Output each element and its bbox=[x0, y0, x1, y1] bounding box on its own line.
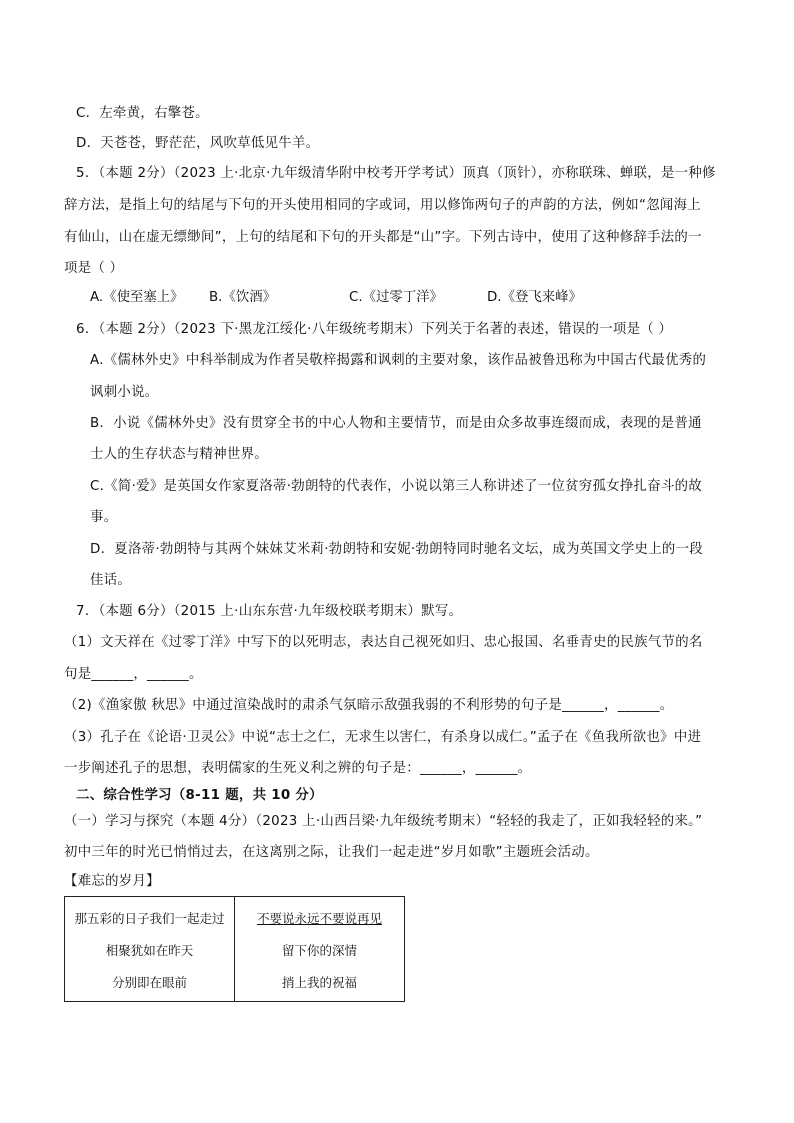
lyrics-right-line-1: 不要说永远不要说再见 bbox=[256, 911, 382, 926]
q6-option-b-1: B．小说《儒林外史》没有贯穿全书的中心人物和主要情节，而是由众多故事连缀而成，表现的是普通 bbox=[90, 416, 702, 431]
lyrics-left-cell bbox=[65, 897, 235, 1002]
q5-line-3: 有仙山，山在虚无缥缈间”，上句的结尾和下句的开头都是“山”字。下列古诗中，使用了这种修辞手法的一 bbox=[64, 230, 702, 245]
q6-option-b-2: 士人的生存状态与精神世界。 bbox=[90, 447, 268, 462]
memorable-years-heading: 【难忘的岁月】 bbox=[64, 874, 160, 889]
q7-sub2: （2)《渔家傲 秋思》中通过渲染战时的肃杀气氛暗示敌强我弱的不利形势的句子是______，______。 bbox=[64, 698, 674, 713]
q7-line-1: 7．（本题 6分）（2015 上·山东东营·九年级校联考期末）默写。 bbox=[76, 604, 463, 619]
lyrics-left-line-3: 分别即在眼前 bbox=[111, 975, 187, 990]
q5-option-a: A.《使至塞上》 bbox=[90, 290, 184, 305]
q6-option-c-1: C.《简·爱》是英国女作家夏洛蒂·勃朗特的代表作，小说以第三人称讲述了一位贫穷孤女挣扎奋斗的故 bbox=[90, 479, 703, 494]
q5-option-b: B.《饮酒》 bbox=[209, 290, 277, 305]
q7-sub1-line-2: 句是______，______。 bbox=[64, 667, 203, 682]
q7-sub3-line-2: 一步阐述孔子的思想，表明儒家的生死义利之辨的句子是：______，______。 bbox=[64, 761, 532, 776]
q6-option-a-2: 讽刺小说。 bbox=[90, 385, 159, 400]
section-2-part1-line-2: 初中三年的时光已悄悄过去，在这离别之际，让我们一起走进“岁月如歌”主题班会活动。 bbox=[64, 845, 599, 860]
q7-sub3-line-1: （3）孔子在《论语·卫灵公》中说“志士之仁，无求生以害仁，有杀身以成仁。”孟子在《鱼我所欲也》中进 bbox=[64, 730, 702, 745]
option-d: D．天苍苍，野茫茫，风吹草低见牛羊。 bbox=[76, 136, 320, 151]
q7-sub1-line-1: （1）文天祥在《过零丁洋》中写下的以死明志，表达自己视死如归、忠心报国、名垂青史的民族气节的名 bbox=[64, 635, 703, 650]
q6-option-d-1: D．夏洛蒂·勃朗特与其两个妹妹艾米莉·勃朗特和安妮·勃朗特同时驰名文坛，成为英国文学史上的一段 bbox=[90, 542, 703, 557]
q5-option-d: D.《登飞来峰》 bbox=[487, 290, 582, 305]
lyrics-left-line-2: 相聚犹如在昨天 bbox=[105, 943, 194, 958]
q6-option-a-1: A.《儒林外史》中科举制成为作者吴敬梓揭露和讽刺的主要对象，该作品被鲁迅称为中国古代最优秀的 bbox=[90, 353, 707, 368]
lyrics-right-cell bbox=[235, 897, 405, 1002]
q5-line-1: 5．（本题 2分）（2023 上·北京·九年级清华附中校考开学考试）顶真（顶针），亦称联珠、蝉联，是一种修 bbox=[76, 166, 716, 181]
section-2-part1-line-1: （一）学习与探究（本题 4分）（2023 上·山西吕梁·九年级统考期末）“轻轻的我走了，正如我轻轻的来。” bbox=[64, 814, 703, 829]
lyrics-table bbox=[64, 896, 405, 1002]
lyrics-right-line-3: 捎上我的祝福 bbox=[281, 975, 357, 990]
q5-line-4: 项是（ ） bbox=[64, 261, 124, 276]
lyrics-right-line-2: 留下你的深情 bbox=[281, 943, 357, 958]
q6-option-d-2: 佳话。 bbox=[90, 573, 132, 588]
q6-option-c-2: 事。 bbox=[90, 510, 118, 525]
q5-line-2: 辞方法，是指上句的结尾与下句的开头使用相同的字或词，用以修饰两句子的声韵的方法，例如“忽闻海上 bbox=[64, 198, 702, 213]
section-2-heading: 二、综合性学习（8-11 题，共 10 分） bbox=[76, 788, 323, 803]
q5-option-c: C.《过零丁洋》 bbox=[349, 290, 443, 305]
q6-line-1: 6．（本题 2分）（2023 下·黑龙江绥化·八年级统考期末）下列关于名著的表述，错误的一项是（ ） bbox=[76, 322, 673, 337]
option-c: C．左牵黄，右擎苍。 bbox=[76, 106, 209, 121]
lyrics-left-line-1: 那五彩的日子我们一起走过 bbox=[74, 911, 225, 926]
